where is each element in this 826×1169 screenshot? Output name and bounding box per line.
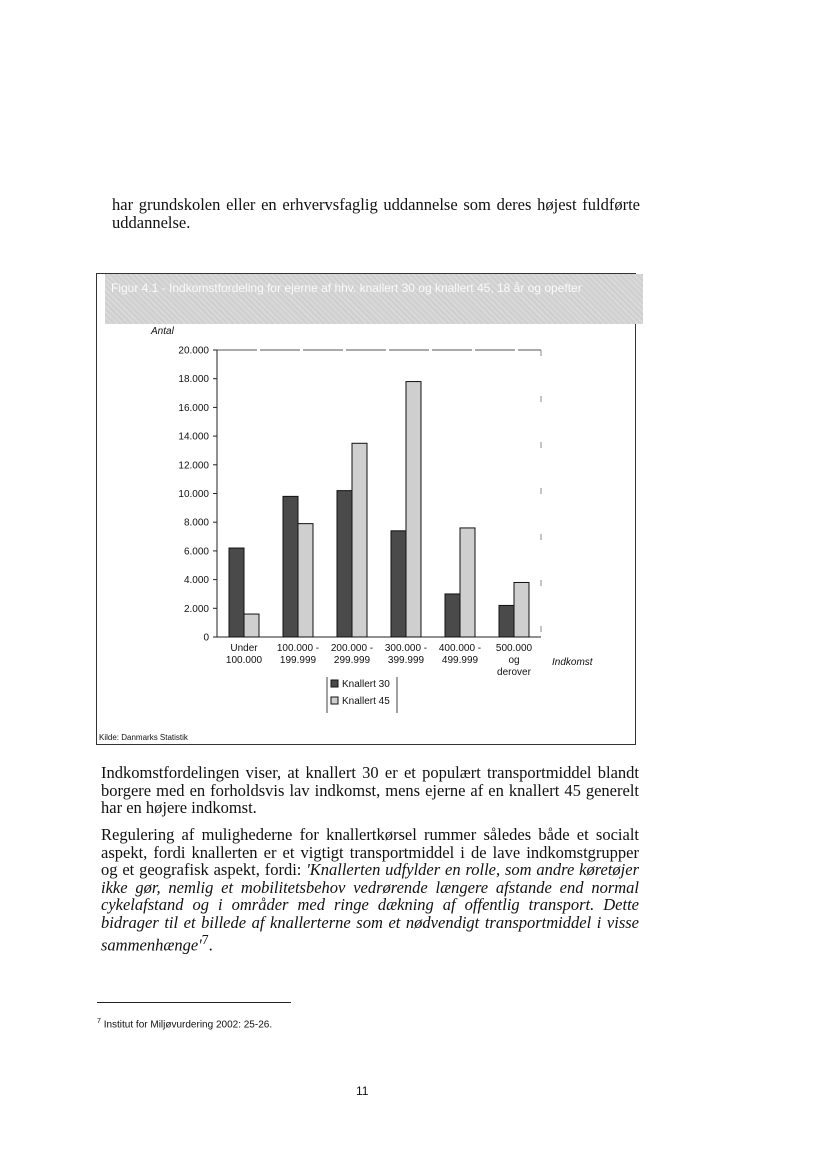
footnote-text: Institut for Miljøvurdering 2002: 25-26. bbox=[103, 1019, 273, 1031]
x-tick-label: 400.000 - bbox=[438, 643, 482, 654]
legend-label-knallert30: Knallert 30 bbox=[342, 679, 390, 690]
bar-knallert45 bbox=[298, 524, 313, 637]
legend-swatch-knallert30 bbox=[331, 680, 338, 687]
x-tick-label: 100.000 bbox=[225, 655, 263, 666]
footnote-divider bbox=[97, 1002, 291, 1003]
footnote bbox=[97, 1018, 272, 1030]
bar-knallert45 bbox=[406, 382, 421, 637]
y-axis-label: Antal bbox=[151, 326, 174, 337]
x-axis-label: Indkomst bbox=[552, 657, 593, 668]
x-tick-label: 300.000 - bbox=[384, 643, 428, 654]
y-tick-label: 20.000 bbox=[178, 345, 209, 357]
y-tick-label: 16.000 bbox=[178, 402, 209, 414]
regulation-paragraph bbox=[101, 826, 639, 954]
bar-knallert30 bbox=[499, 605, 514, 637]
x-tick-label: derover bbox=[497, 667, 531, 678]
y-tick-label: 4.000 bbox=[183, 575, 209, 587]
y-tick-label: 2.000 bbox=[183, 603, 209, 615]
bar-knallert30 bbox=[391, 531, 406, 637]
x-tick-label: 200.000 - bbox=[330, 643, 374, 654]
bar-knallert45 bbox=[244, 614, 259, 637]
bar-knallert45 bbox=[352, 443, 367, 637]
regulation-text: Regulering af mulighederne for knallertkørsel rummer således både et socialt aspekt, fordi knallerten er et vigtigt transportmiddel i de lave indkomstgrupper og et geografisk aspekt, fordi: bbox=[101, 825, 639, 879]
y-tick-label: 6.000 bbox=[183, 546, 209, 558]
y-tick-label: 18.000 bbox=[178, 374, 209, 386]
figure-box bbox=[96, 273, 636, 745]
bar-knallert45 bbox=[514, 582, 529, 637]
regulation-end: . bbox=[208, 935, 213, 955]
bar-knallert45 bbox=[460, 528, 475, 637]
y-tick-label: 12.000 bbox=[178, 460, 209, 472]
bar-knallert30 bbox=[283, 496, 298, 637]
bar-chart bbox=[97, 326, 633, 766]
x-tick-label: 499.999 bbox=[441, 655, 479, 666]
footnote-number: 7 bbox=[97, 1018, 101, 1025]
y-tick-label: 0 bbox=[203, 632, 209, 644]
intro-paragraph: har grundskolen eller en erhvervsfaglig uddannelse som deres højest fuldførte uddannelse. bbox=[112, 195, 640, 232]
x-tick-label: 399.999 bbox=[387, 655, 425, 666]
page-number: 11 bbox=[356, 1084, 369, 1098]
bar-knallert30 bbox=[337, 491, 352, 637]
legend-swatch-knallert45 bbox=[331, 697, 338, 704]
footnote-reference: 7 bbox=[201, 932, 209, 947]
distribution-paragraph: Indkomstfordelingen viser, at knallert 30 er et populært transportmiddel blandt borgere med en forholdsvis lav indkomst, mens ejerne af en knallert 45 generelt har en højere indkomst. bbox=[101, 763, 639, 817]
figure-source: Kilde: Danmarks Statistik bbox=[99, 733, 188, 742]
figure-title: Figur 4.1 - Indkomstfordeling for ejerne af hhv. knallert 30 og knallert 45, 18 år og opefter bbox=[105, 274, 643, 324]
y-tick-label: 14.000 bbox=[178, 431, 209, 443]
x-tick-label: 299.999 bbox=[333, 655, 371, 666]
regulation-quote: 'Knallerten udfylder en rolle, som andre køretøjer ikke gør, nemlig et mobilitetsbehov vedrørende længere afstande end normal cykelafstand og i områder med ringe dækning af offentlig transport. Dette bidrager til et billede af knallerterne som et nødvendigt transportmiddel i visse sammenhænge' bbox=[101, 860, 640, 955]
bar-knallert30 bbox=[445, 594, 460, 637]
legend-label-knallert45: Knallert 45 bbox=[342, 696, 390, 707]
x-tick-label: og bbox=[508, 655, 520, 666]
x-tick-label: 100.000 - bbox=[276, 643, 320, 654]
y-tick-label: 10.000 bbox=[178, 489, 209, 500]
x-tick-label: 199.999 bbox=[279, 655, 317, 666]
bar-knallert30 bbox=[229, 548, 244, 637]
x-tick-label: Under bbox=[230, 643, 258, 654]
x-tick-label: 500.000 bbox=[495, 643, 533, 654]
y-tick-label: 8.000 bbox=[183, 517, 209, 529]
